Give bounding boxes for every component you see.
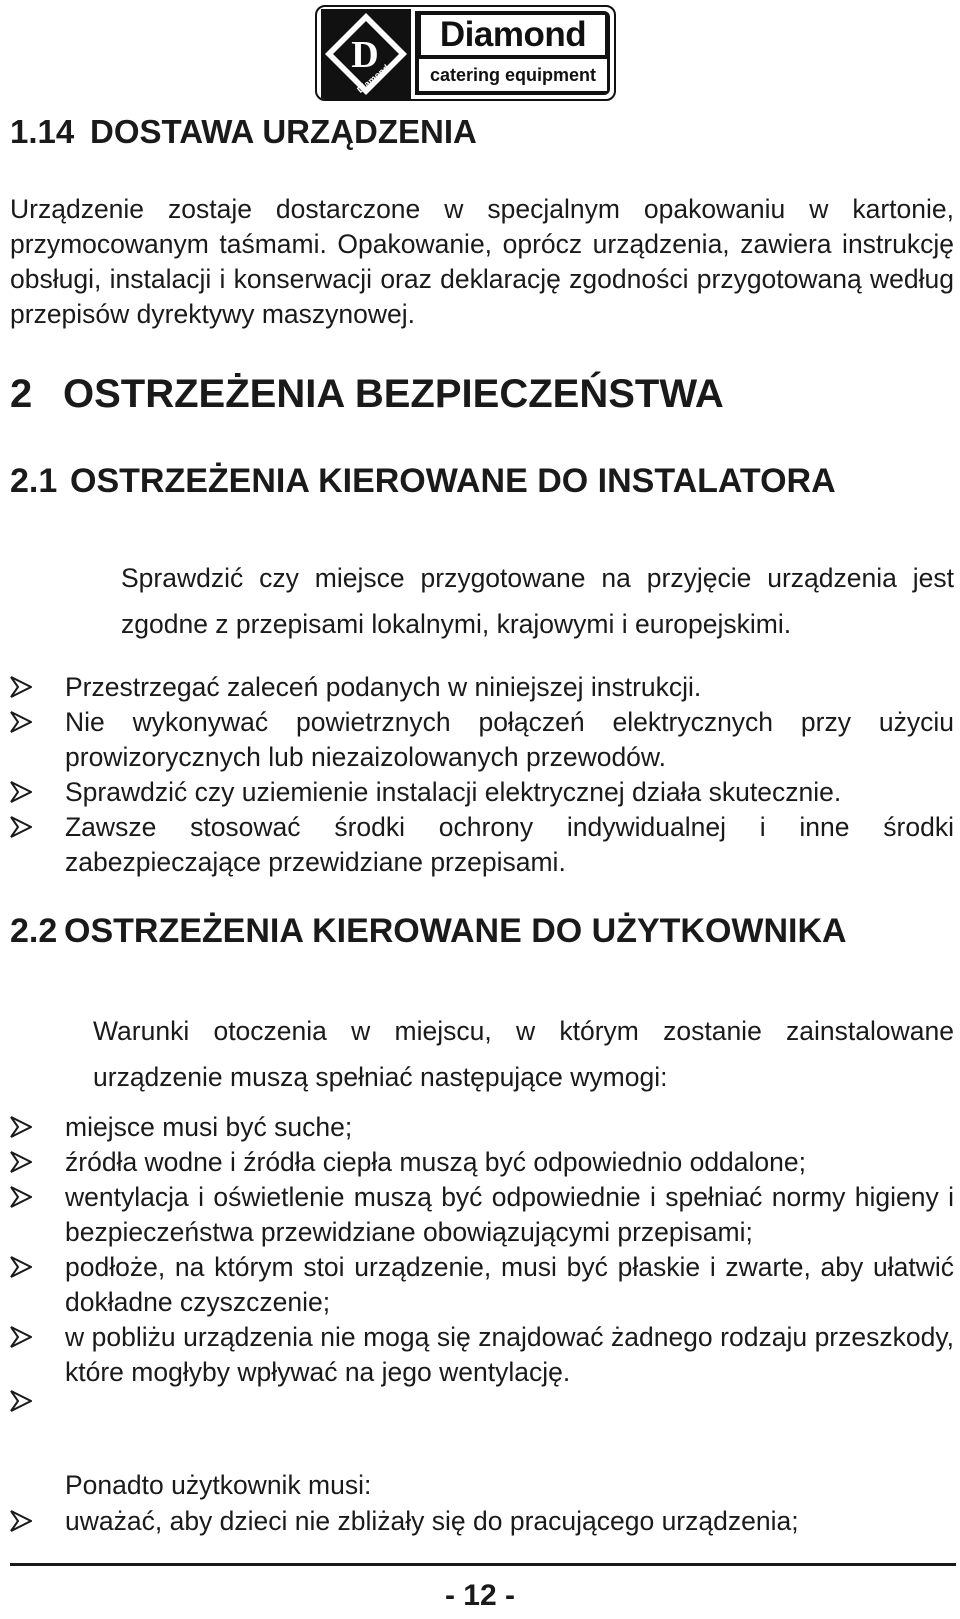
list-item <box>10 1320 954 1390</box>
list-item <box>10 705 954 775</box>
logo-tagline: catering equipment <box>419 59 607 91</box>
arrowhead-bullet-icon <box>10 711 32 733</box>
user-requirements-list <box>10 1110 954 1390</box>
section-2-title: OSTRZEŻENIA BEZPIECZEŃSTWA <box>63 372 724 416</box>
list-item-text: w pobliżu urządzenia nie mogą się znajdować żadnego rodzaju przeszkody, które mogłyby wpływać na jego wentylację. <box>65 1322 954 1387</box>
extra-requirements-label: Ponadto użytkownik musi: <box>65 1470 372 1500</box>
logo-brand-name: Diamond <box>421 15 605 55</box>
list-item-text: uważać, aby dzieci nie zbliżały się do pracującego urządzenia; <box>65 1506 799 1536</box>
list-item <box>10 1145 954 1180</box>
arrowhead-bullet-icon <box>10 1186 32 1208</box>
section-2-2-number: 2.2 <box>10 912 58 950</box>
svg-text:D: D <box>351 34 379 76</box>
list-item-text: źródła wodne i źródła ciepła muszą być odpowiednio oddalone; <box>65 1147 806 1177</box>
list-item <box>10 775 954 810</box>
list-item <box>10 1180 954 1250</box>
list-item-text: Przestrzegać zaleceń podanych w niniejszej instrukcji. <box>65 672 702 702</box>
list-item <box>10 670 954 705</box>
list-item-text: wentylacja i oświetlenie muszą być odpowiednie i spełniać normy higieny i bezpieczeństwa przewidziane obowiązującymi przepisami; <box>65 1182 954 1247</box>
arrowhead-bullet-icon <box>10 1510 32 1532</box>
arrowhead-bullet-icon <box>10 1256 32 1278</box>
list-item-text: podłoże, na którym stoi urządzenie, musi być płaskie i zwarte, aby ułatwić dokładne czyszczenie; <box>65 1252 954 1317</box>
section-2-2-title: OSTRZEŻENIA KIEROWANE DO UŻYTKOWNIKA <box>64 912 847 950</box>
arrowhead-bullet-icon <box>10 1151 32 1173</box>
brand-logo <box>315 5 616 101</box>
arrowhead-bullet-icon <box>10 1116 32 1138</box>
list-item <box>10 810 954 880</box>
arrowhead-bullet-icon <box>10 781 32 803</box>
section-1-14-number: 1.14 <box>10 113 75 150</box>
list-item-text: Nie wykonywać powietrznych połączeń elektrycznych przy użyciu prowizorycznych lub niezaizolowanych przewodów. <box>65 707 954 772</box>
installer-warnings-list <box>10 670 954 880</box>
page-number: - 12 - <box>444 1579 516 1612</box>
section-2-1-title: OSTRZEŻENIA KIEROWANE DO INSTALATORA <box>70 462 836 500</box>
arrowhead-bullet-icon <box>10 1326 32 1348</box>
logo-wordmark <box>415 11 610 95</box>
section-1-14-title: DOSTAWA URZĄDZENIA <box>90 113 477 150</box>
list-item-text: Sprawdzić czy uziemienie instalacji elektrycznej działa skutecznie. <box>65 777 842 807</box>
arrowhead-bullet-icon <box>10 676 32 698</box>
list-item <box>10 1504 954 1539</box>
section-2-number: 2 <box>10 372 33 416</box>
section-2-2-intro: Warunki otoczenia w miejscu, w którym zostanie zainstalowane urządzenie muszą spełniać następujące wymogi: <box>93 1016 954 1092</box>
section-2-1-intro: Sprawdzić czy miejsce przygotowane na przyjęcie urządzenia jest zgodne z przepisami lokalnymi, krajowymi i europejskimi. <box>121 563 954 639</box>
arrowhead-bullet-icon <box>10 1390 32 1412</box>
section-1-14-body: Urządzenie zostaje dostarczone w specjalnym opakowaniu w kartonie, przymocowanym taśmami. Opakowanie, oprócz urządzenia, zawiera instrukcję obsługi, instalacji i konserwacji oraz deklarację zgodności przygotowaną według przepisów dyrektywy maszynowej. <box>10 194 954 329</box>
user-extra-list <box>10 1504 954 1539</box>
list-item <box>10 1110 954 1145</box>
list-item <box>10 1250 954 1320</box>
section-2-1-number: 2.1 <box>10 462 58 500</box>
svg-text:Diamond: Diamond <box>355 62 392 95</box>
diamond-logo-mark-icon <box>321 9 411 99</box>
arrowhead-bullet-icon <box>10 816 32 838</box>
footer-divider <box>10 1563 956 1566</box>
list-item-text: miejsce musi być suche; <box>65 1112 353 1142</box>
list-item-text: Zawsze stosować środki ochrony indywidualnej i inne środki zabezpieczające przewidziane przepisami. <box>65 812 954 877</box>
